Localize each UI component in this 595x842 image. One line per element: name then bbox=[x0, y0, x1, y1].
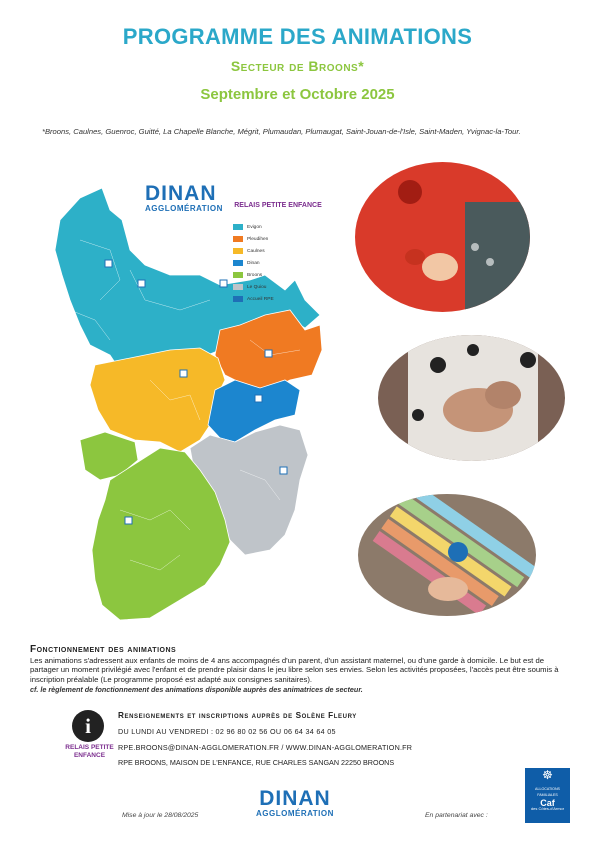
functioning-title: Fonctionnement des animations bbox=[30, 644, 177, 655]
legend-row bbox=[233, 270, 333, 280]
baby-hands-photo bbox=[378, 335, 565, 461]
rpe-marker bbox=[220, 280, 227, 287]
footer-logo-sub: AGGLOMÉRATION bbox=[256, 809, 334, 818]
logo-sub: AGGLOMÉRATION bbox=[145, 204, 223, 213]
legend-label: Evigon bbox=[247, 224, 262, 230]
functioning-text: Les animations s'adressent aux enfants de moins de 4 ans accompagnés d'un parent, d'un assistant maternel, ou d'une garde à domicile. Le but est de partager un moment privilégié avec l'enfant et de prendre plaisir dans le jeu libre selon ses envies. Selon les activités proposées, l'accès peut être soumis à inscription préalable (Le programme proposé est adapté aux consignes sanitaires). bbox=[30, 656, 559, 684]
legend-label: Caulnes bbox=[247, 248, 265, 254]
legend-swatch bbox=[233, 296, 243, 302]
legend-swatch bbox=[233, 224, 243, 230]
legend-row bbox=[233, 258, 333, 268]
rpe-marker bbox=[125, 517, 132, 524]
info-email[interactable]: RPE.BROONS@DINAN-AGGLOMERATION.FR / WWW.DINAN-AGGLOMERATION.FR bbox=[118, 743, 413, 752]
caf-top: ALLOCATIONS FAMILIALES bbox=[535, 787, 560, 797]
info-icon: i bbox=[72, 710, 104, 742]
caf-main: Caf bbox=[540, 798, 555, 808]
page-title: PROGRAMME DES ANIMATIONS bbox=[122, 24, 473, 49]
legend-swatch bbox=[233, 260, 243, 266]
rpe-small-logo: RELAIS PETITE ENFANCE bbox=[65, 744, 114, 759]
info-heading: Renseignements et inscriptions auprès de Solène Fleury bbox=[118, 711, 357, 720]
legend-row bbox=[233, 282, 333, 292]
legend-swatch bbox=[233, 272, 243, 278]
legend-label: Dinan bbox=[247, 260, 260, 266]
legend-row bbox=[233, 294, 333, 304]
legend-row bbox=[233, 222, 333, 232]
update-date: Mise à jour le 28/08/2025 bbox=[122, 812, 199, 819]
partner-label: En partenariat avec : bbox=[425, 812, 488, 819]
rpe-title: RELAIS PETITE ENFANCE bbox=[234, 202, 322, 209]
legend-row bbox=[233, 246, 333, 256]
footer-dinan-logo bbox=[256, 789, 334, 818]
legend-label: Accueil RPE bbox=[247, 296, 274, 302]
period-label: Septembre et Octobre 2025 bbox=[200, 86, 395, 103]
legend-label: Broons bbox=[247, 272, 263, 278]
caf-family-icon: ☸ bbox=[542, 768, 553, 782]
rpe-marker bbox=[265, 350, 272, 357]
legend-row bbox=[233, 234, 333, 244]
xylophone-photo bbox=[358, 494, 536, 616]
rpe-marker bbox=[255, 395, 262, 402]
legend-swatch bbox=[233, 284, 243, 290]
legend-swatch bbox=[233, 236, 243, 242]
child-toy-photo bbox=[355, 162, 530, 312]
rpe-marker bbox=[180, 370, 187, 377]
sector-subtitle: Secteur de Broons* bbox=[230, 58, 365, 74]
legend-swatch bbox=[233, 248, 243, 254]
communes-list: *Broons, Caulnes, Guenroc, Guitté, La Chapelle Blanche, Mégrit, Plumaudan, Plumaugat, Saint-Jouan-de-l'Isle, Saint-Maden, Yvignac-la-Tour. bbox=[42, 127, 521, 136]
legend-label: Le Quiou bbox=[247, 284, 267, 290]
rpe-marker bbox=[138, 280, 145, 287]
legend-label: Pleudihen bbox=[247, 236, 269, 242]
rpe-marker bbox=[105, 260, 112, 267]
map-legend bbox=[233, 222, 333, 306]
dinan-logo bbox=[145, 184, 223, 213]
functioning-note: cf. le règlement de fonctionnement des animations disponible auprès des animatrices de secteur. bbox=[30, 685, 363, 694]
rpe-marker bbox=[280, 467, 287, 474]
footer-logo-word: DINAN bbox=[259, 787, 331, 810]
territory-map bbox=[50, 180, 340, 625]
info-phone: DU LUNDI AU VENDREDI : 02 96 80 02 56 OU 06 64 34 64 05 bbox=[118, 727, 336, 736]
caf-sub: des Côtes-d'Armor bbox=[530, 806, 565, 811]
caf-logo bbox=[525, 768, 570, 823]
info-address: RPE BROONS, MAISON DE L'ENFANCE, RUE CHARLES SANGAN 22250 BROONS bbox=[118, 758, 395, 767]
logo-word: DINAN bbox=[145, 182, 217, 205]
